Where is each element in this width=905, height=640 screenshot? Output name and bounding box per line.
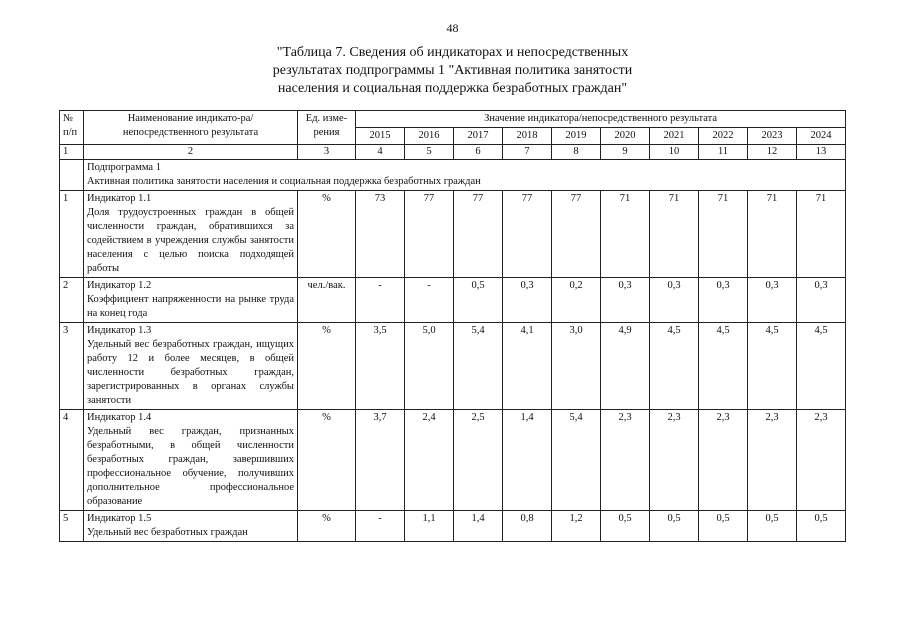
value-cell: 1,1 (405, 511, 454, 542)
unit-cell: % (298, 323, 356, 410)
indicator-cell (84, 278, 298, 323)
value-cell: 71 (601, 191, 650, 278)
unit-cell: % (298, 410, 356, 511)
value-cell: 3,0 (552, 323, 601, 410)
column-number: 12 (748, 145, 797, 160)
column-number: 13 (797, 145, 846, 160)
column-number: 4 (356, 145, 405, 160)
col-header-num: № п/п (60, 111, 84, 145)
header-row (60, 111, 846, 128)
year-header: 2024 (797, 128, 846, 145)
table-row (60, 191, 846, 278)
value-cell: 0,3 (650, 278, 699, 323)
value-cell: 4,5 (650, 323, 699, 410)
column-number: 6 (454, 145, 503, 160)
column-number: 10 (650, 145, 699, 160)
year-header: 2017 (454, 128, 503, 145)
indicator-title: Индикатор 1.5 (87, 513, 152, 524)
value-cell: 77 (405, 191, 454, 278)
value-cell: 0,3 (748, 278, 797, 323)
value-cell: 73 (356, 191, 405, 278)
value-cell: 0,3 (601, 278, 650, 323)
indicators-table (59, 110, 846, 542)
value-cell: 77 (552, 191, 601, 278)
value-cell: 1,2 (552, 511, 601, 542)
value-cell: 0,5 (454, 278, 503, 323)
value-cell: - (405, 278, 454, 323)
table-row (60, 278, 846, 323)
indicator-description: Коэффициент напряженности на рынке труда на конец года (87, 294, 294, 319)
value-cell: 0,5 (601, 511, 650, 542)
value-cell: 77 (454, 191, 503, 278)
year-header: 2015 (356, 128, 405, 145)
row-number: 1 (60, 191, 84, 278)
table-row (60, 410, 846, 511)
row-number: 2 (60, 278, 84, 323)
value-cell: 0,5 (699, 511, 748, 542)
title-line: "Таблица 7. Сведения об индикаторах и непосредственных (276, 45, 629, 60)
column-number: 2 (84, 145, 298, 160)
indicator-cell (84, 511, 298, 542)
value-cell: 71 (650, 191, 699, 278)
value-cell: 4,5 (748, 323, 797, 410)
col-header-unit: Ед. изме-рения (298, 111, 356, 145)
value-cell: 4,9 (601, 323, 650, 410)
value-cell: 4,5 (797, 323, 846, 410)
column-number-row (60, 145, 846, 160)
row-number: 5 (60, 511, 84, 542)
year-header: 2018 (503, 128, 552, 145)
table-row (60, 511, 846, 542)
indicator-title: Индикатор 1.4 (87, 412, 152, 423)
year-header: 2023 (748, 128, 797, 145)
indicator-cell (84, 410, 298, 511)
subprogram-row (60, 160, 846, 191)
subprogram-name: Активная политика занятости населения и социальная поддержка безработных граждан (87, 176, 481, 187)
value-cell: 71 (797, 191, 846, 278)
page-number: 48 (446, 21, 459, 35)
indicator-description: Доля трудоустроенных граждан в общей численности граждан, обратившихся за содействием в учреждения службы занятости населения с целью поиска подходящей работы (87, 207, 294, 274)
column-number: 3 (298, 145, 356, 160)
year-header: 2016 (405, 128, 454, 145)
value-cell: 71 (748, 191, 797, 278)
unit-cell: чел./вак. (298, 278, 356, 323)
indicator-cell (84, 323, 298, 410)
subprogram-title: Подпрограмма 1 (87, 162, 161, 173)
title-line: результатах подпрограммы 1 "Активная политика занятости (272, 63, 633, 78)
subprogram-cell (84, 160, 846, 191)
year-header: 2022 (699, 128, 748, 145)
indicator-description: Удельный вес граждан, признанных безработными, в общей численности безработных граждан, завершивших профессиональное обучение, получивших дополнительное профессиональное образование (87, 426, 294, 507)
table-title (200, 44, 705, 98)
row-number: 4 (60, 410, 84, 511)
value-cell: 0,3 (797, 278, 846, 323)
value-cell: 0,5 (797, 511, 846, 542)
value-cell: 2,3 (797, 410, 846, 511)
column-number: 8 (552, 145, 601, 160)
value-cell: 5,4 (552, 410, 601, 511)
indicator-title: Индикатор 1.1 (87, 193, 152, 204)
indicator-title: Индикатор 1.2 (87, 280, 152, 291)
value-cell: 2,3 (601, 410, 650, 511)
column-number: 11 (699, 145, 748, 160)
value-cell: 77 (503, 191, 552, 278)
unit-cell: % (298, 511, 356, 542)
year-header: 2020 (601, 128, 650, 145)
value-cell: 2,3 (748, 410, 797, 511)
col-header-name: Наименование индикато-ра/непосредственного результата (84, 111, 298, 145)
value-cell: 0,3 (503, 278, 552, 323)
subprogram-empty-cell (60, 160, 84, 191)
value-cell: 1,4 (503, 410, 552, 511)
unit-cell: % (298, 191, 356, 278)
column-number: 7 (503, 145, 552, 160)
value-cell: 0,3 (699, 278, 748, 323)
table-row (60, 323, 846, 410)
column-number: 5 (405, 145, 454, 160)
year-header: 2019 (552, 128, 601, 145)
value-cell: 0,5 (650, 511, 699, 542)
column-number: 1 (60, 145, 84, 160)
title-line: населения и социальная поддержка безработных граждан" (277, 81, 628, 96)
value-cell: 2,3 (699, 410, 748, 511)
value-cell: 5,0 (405, 323, 454, 410)
value-cell: - (356, 278, 405, 323)
value-cell: 1,4 (454, 511, 503, 542)
value-cell: 3,7 (356, 410, 405, 511)
indicator-description: Удельный вес безработных граждан (87, 527, 248, 538)
value-cell: 2,4 (405, 410, 454, 511)
indicator-cell (84, 191, 298, 278)
value-cell: 2,5 (454, 410, 503, 511)
value-cell: 71 (699, 191, 748, 278)
value-cell: 0,8 (503, 511, 552, 542)
value-cell: 0,5 (748, 511, 797, 542)
year-header: 2021 (650, 128, 699, 145)
column-number: 9 (601, 145, 650, 160)
value-cell: 0,2 (552, 278, 601, 323)
indicator-title: Индикатор 1.3 (87, 325, 152, 336)
row-number: 3 (60, 323, 84, 410)
value-cell: 5,4 (454, 323, 503, 410)
col-header-value-group: Значение индикатора/непосредственного результата (356, 111, 846, 128)
value-cell: 3,5 (356, 323, 405, 410)
value-cell: 4,1 (503, 323, 552, 410)
value-cell: - (356, 511, 405, 542)
indicator-description: Удельный вес безработных граждан, ищущих работу 12 и более месяцев, в общей численности безработных граждан, зарегистрированных в органах службы занятости (87, 339, 294, 406)
value-cell: 2,3 (650, 410, 699, 511)
value-cell: 4,5 (699, 323, 748, 410)
